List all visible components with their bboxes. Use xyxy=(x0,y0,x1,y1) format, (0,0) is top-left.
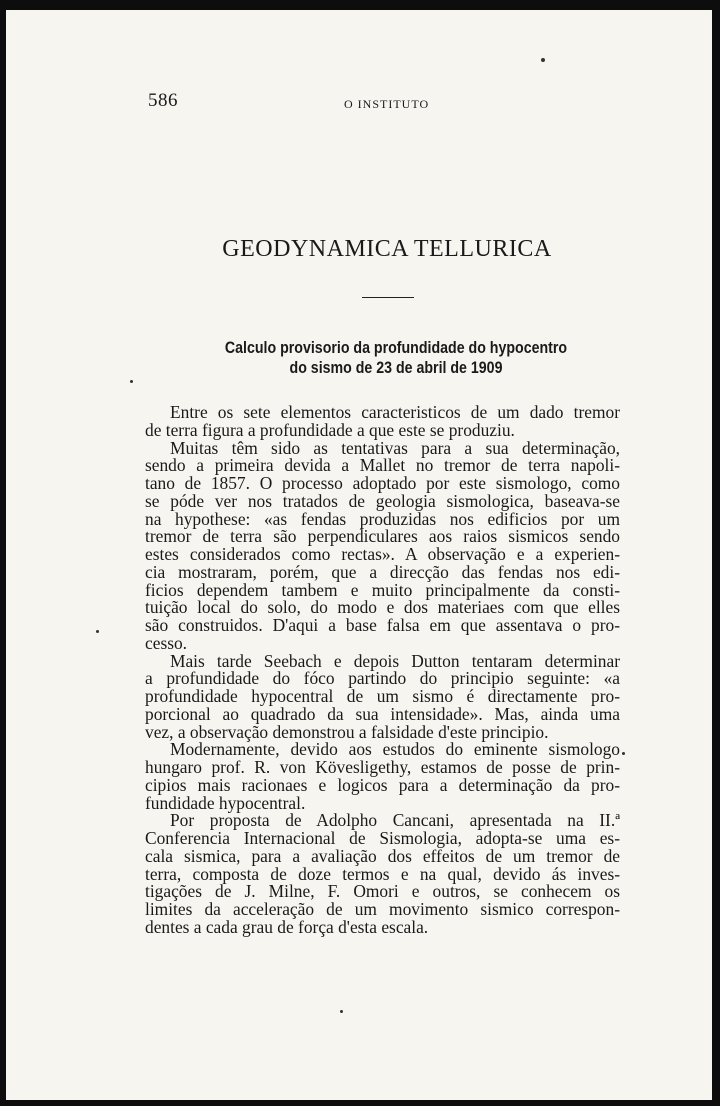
article-subtitle xyxy=(224,338,568,378)
print-speck xyxy=(96,630,99,633)
body-line: tremor de terra são perpendiculares aos raios sismicos sendo xyxy=(145,526,620,547)
body-line: estes considerados como rectas». A observação e a experien- xyxy=(145,544,620,564)
subtitle-line: Calculo provisorio da profundidade do hypocentro xyxy=(224,339,568,357)
body-line: cesso. xyxy=(145,632,188,653)
print-speck xyxy=(130,380,133,383)
body-line: cipios mais racionaes e logicos para a determinação da pro- xyxy=(145,774,620,795)
body-line: fundidade hypocentral. xyxy=(145,792,306,813)
body-line: se póde ver nos tratados de geologia sismologica, baseava-se xyxy=(145,490,620,511)
body-line: Por proposta de Adolpho Cancani, apresentada na II.ª xyxy=(170,810,620,831)
body-line: vez, a observação demonstrou a falsidade d'este principio. xyxy=(145,721,549,742)
body-line: cala sismica, para a avaliação dos effeitos de um tremor de xyxy=(145,845,620,866)
subtitle-line: do sismo de 23 de abril de 1909 xyxy=(289,359,503,377)
body-line: Muitas têm sido as tentativas para a sua determinação, xyxy=(170,437,620,458)
print-speck xyxy=(541,58,545,62)
body-line: tano de 1857. O processo adoptado por este sismologo, como xyxy=(145,473,620,493)
body-line: a profundidade do fóco partindo do principio seguinte: «a xyxy=(145,668,620,689)
body-line: tigações de J. Milne, F. Omori e outros, se conhecem os xyxy=(145,881,620,902)
body-line: Mais tarde Seebach e depois Dutton tentaram determinar xyxy=(170,650,620,671)
body-line: hungaro prof. R. von Kövesligethy, estamos de posse de prin- xyxy=(145,757,620,777)
body-line: na hypothese: «as fendas produzidas nos edificios por um xyxy=(145,508,620,529)
body-line: de terra figura a profundidade a que este se produziu. xyxy=(145,419,515,440)
page xyxy=(6,10,712,1100)
body-line: profundidade hypocentral de um sismo é directamente pro- xyxy=(145,686,620,706)
body-line: limites da acceleração de um movimento sismico correspon- xyxy=(145,899,620,919)
print-speck xyxy=(340,1010,343,1013)
running-head: O INSTITUTO xyxy=(344,97,430,111)
body-line: porcional ao quadrado da sua intensidade». Mas, ainda uma xyxy=(145,703,620,724)
article-body xyxy=(145,404,620,937)
article-title: GEODYNAMICA TELLURICA xyxy=(222,236,552,262)
print-speck xyxy=(622,752,625,755)
body-line: são construidos. D'aqui a base falsa em que assentava o pro- xyxy=(145,615,620,635)
body-line: terra, composta de doze termos e na qual, devido ás inves- xyxy=(145,863,620,884)
body-line: ficios dependem tambem e muito principalmente da consti- xyxy=(145,579,620,600)
title-divider xyxy=(362,297,414,298)
body-line: cia mostraram, porém, que a direcção das fendas nos edi- xyxy=(145,561,620,582)
body-line: sendo a primeira devida a Mallet no tremor de terra napoli- xyxy=(145,455,620,476)
body-line: tuição local do solo, do modo e dos materiaes com que elles xyxy=(145,597,620,618)
body-line: Conferencia Internacional de Sismologia, adopta-se uma es- xyxy=(145,828,620,848)
body-line: Modernamente, devido aos estudos do eminente sismologo xyxy=(170,739,620,760)
body-line: dentes a cada grau de força d'esta escala. xyxy=(145,916,429,937)
page-number: 586 xyxy=(148,90,178,111)
body-line: Entre os sete elementos caracteristicos de um dado tremor xyxy=(170,402,620,422)
